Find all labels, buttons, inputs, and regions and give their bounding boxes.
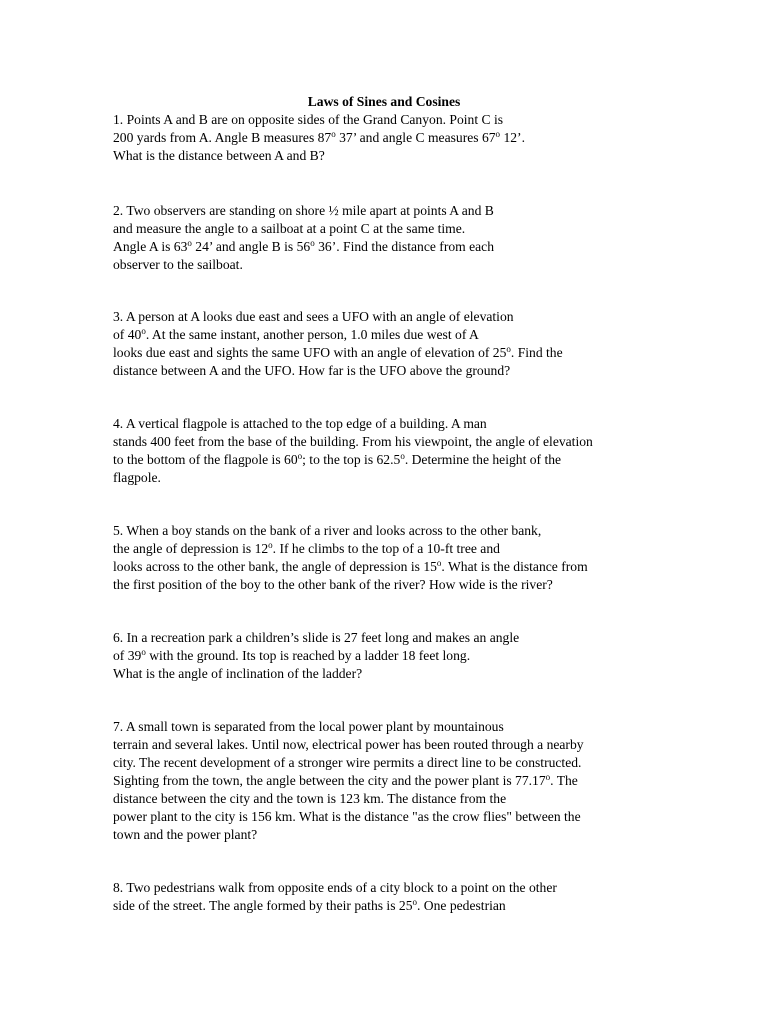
text-run: . What is the distance from <box>441 559 588 574</box>
degree-superscript: o <box>297 451 303 461</box>
degree-superscript: o <box>545 772 551 782</box>
degree-superscript: o <box>187 238 192 248</box>
document-title: Laws of Sines and Cosines <box>307 94 461 109</box>
problem-line <box>113 308 758 326</box>
problem-line <box>113 238 758 256</box>
text-run: Angle A is 63 <box>113 239 188 254</box>
degree-superscript: o <box>141 647 146 657</box>
problem-line <box>113 344 758 362</box>
text-run: the first position of the boy to the other bank of the river? How wide is the river? <box>113 577 553 592</box>
problem-line <box>113 129 758 147</box>
problem-line <box>113 433 758 451</box>
text-run: to the bottom of the flagpole is 60 <box>113 452 298 467</box>
degree-superscript: o <box>310 238 315 248</box>
text-run: flagpole. <box>113 470 161 485</box>
text-run: looks across to the other bank, the angle of depression is 15 <box>113 559 437 574</box>
problem-7 <box>113 718 758 844</box>
problem-line <box>113 451 758 469</box>
text-run: 36’. Find the distance from each <box>314 239 495 254</box>
problem-line <box>113 736 758 754</box>
text-run: ; to the top is 62.5 <box>302 452 401 467</box>
problem-2 <box>113 202 758 274</box>
problem-4 <box>113 415 758 487</box>
problem-line <box>113 897 758 915</box>
text-run: distance between A and the UFO. How far is the UFO above the ground? <box>113 363 511 378</box>
text-run: 6. In a recreation park a children’s slide is 27 feet long and makes an angle <box>113 630 520 645</box>
problem-line <box>113 558 758 576</box>
text-run: . At the same instant, another person, 1.0 miles due west of A <box>145 327 479 342</box>
problem-line <box>113 522 758 540</box>
text-run: . Determine the height of the <box>404 452 562 467</box>
text-run: of 39 <box>113 648 142 663</box>
problem-line <box>113 147 758 165</box>
problem-line <box>113 826 758 844</box>
text-run: and measure the angle to a sailboat at a point C at the same time. <box>113 221 466 236</box>
problem-line <box>113 362 758 380</box>
problem-5 <box>113 522 758 594</box>
text-run: 3. A person at A looks due east and sees a UFO with an angle of elevation <box>113 309 514 324</box>
text-run: 200 yards from A. Angle B measures 87 <box>113 130 332 145</box>
problem-line <box>113 202 758 220</box>
text-run: 8. Two pedestrians walk from opposite ends of a city block to a point on the other <box>113 880 557 895</box>
text-run: of 40 <box>113 327 142 342</box>
problem-line <box>113 629 758 647</box>
degree-superscript: o <box>141 326 146 336</box>
text-run: . If he climbs to the top of a 10-ft tree and <box>272 541 500 556</box>
problem-line <box>113 772 758 790</box>
text-run: 37’ and angle C measures 67 <box>335 130 496 145</box>
text-run: 2. Two observers are standing on shore ½ mile apart at points A and B <box>113 203 494 218</box>
problem-line <box>113 647 758 665</box>
problem-line <box>113 879 758 897</box>
text-run: . One pedestrian <box>417 898 506 913</box>
text-run: 7. A small town is separated from the local power plant by mountainous <box>113 719 504 734</box>
text-run: city. The recent development of a stronger wire permits a direct line to be constructed. <box>113 755 582 770</box>
problem-line <box>113 111 758 129</box>
text-run: looks due east and sights the same UFO with an angle of elevation of 25 <box>113 345 507 360</box>
text-run: stands 400 feet from the base of the building. From his viewpoint, the angle of elevation <box>113 434 593 449</box>
problem-line <box>113 665 758 683</box>
text-run: 5. When a boy stands on the bank of a river and looks across to the other bank, <box>113 523 542 538</box>
text-run: . The <box>550 773 578 788</box>
text-run: power plant to the city is 156 km. What is the distance "as the crow flies" between the <box>113 809 581 824</box>
problem-line <box>113 220 758 238</box>
problem-line <box>113 808 758 826</box>
degree-superscript: o <box>436 558 442 568</box>
text-run: terrain and several lakes. Until now, electrical power has been routed through a nearby <box>113 737 584 752</box>
text-run: observer to the sailboat. <box>113 257 243 272</box>
text-run: What is the distance between A and B? <box>113 148 325 163</box>
text-run: the angle of depression is 12 <box>113 541 269 556</box>
text-run: 4. A vertical flagpole is attached to the top edge of a building. A man <box>113 416 487 431</box>
degree-superscript: o <box>268 540 273 550</box>
problem-8 <box>113 879 758 915</box>
problem-line <box>113 790 758 808</box>
problem-3 <box>113 308 758 380</box>
text-run: 12’. <box>500 130 525 145</box>
degree-superscript: o <box>506 344 511 354</box>
text-run: Sighting from the town, the angle between the city and the power plant is 77.17 <box>113 773 546 788</box>
text-run: town and the power plant? <box>113 827 258 842</box>
problem-line <box>113 256 758 274</box>
text-run: . Find the <box>510 345 563 360</box>
degree-superscript: o <box>412 897 417 907</box>
degree-superscript: o <box>331 129 336 139</box>
problem-line <box>113 754 758 772</box>
degree-superscript: o <box>495 129 501 139</box>
degree-superscript: o <box>400 451 405 461</box>
text-run: 1. Points A and B are on opposite sides of the Grand Canyon. Point C is <box>113 112 504 127</box>
problem-line <box>113 576 758 594</box>
problem-line <box>113 326 758 344</box>
text-run: side of the street. The angle formed by their paths is 25 <box>113 898 413 913</box>
text-run: distance between the city and the town is 123 km. The distance from the <box>113 791 507 806</box>
problem-6 <box>113 629 758 683</box>
problem-line <box>113 718 758 736</box>
problem-line <box>113 415 758 433</box>
problem-line <box>113 469 758 487</box>
problem-line <box>113 540 758 558</box>
text-run: with the ground. Its top is reached by a ladder 18 feet long. <box>145 648 471 663</box>
problem-1 <box>113 111 758 165</box>
text-run: What is the angle of inclination of the ladder? <box>113 666 363 681</box>
text-run: 24’ and angle B is 56 <box>191 239 311 254</box>
